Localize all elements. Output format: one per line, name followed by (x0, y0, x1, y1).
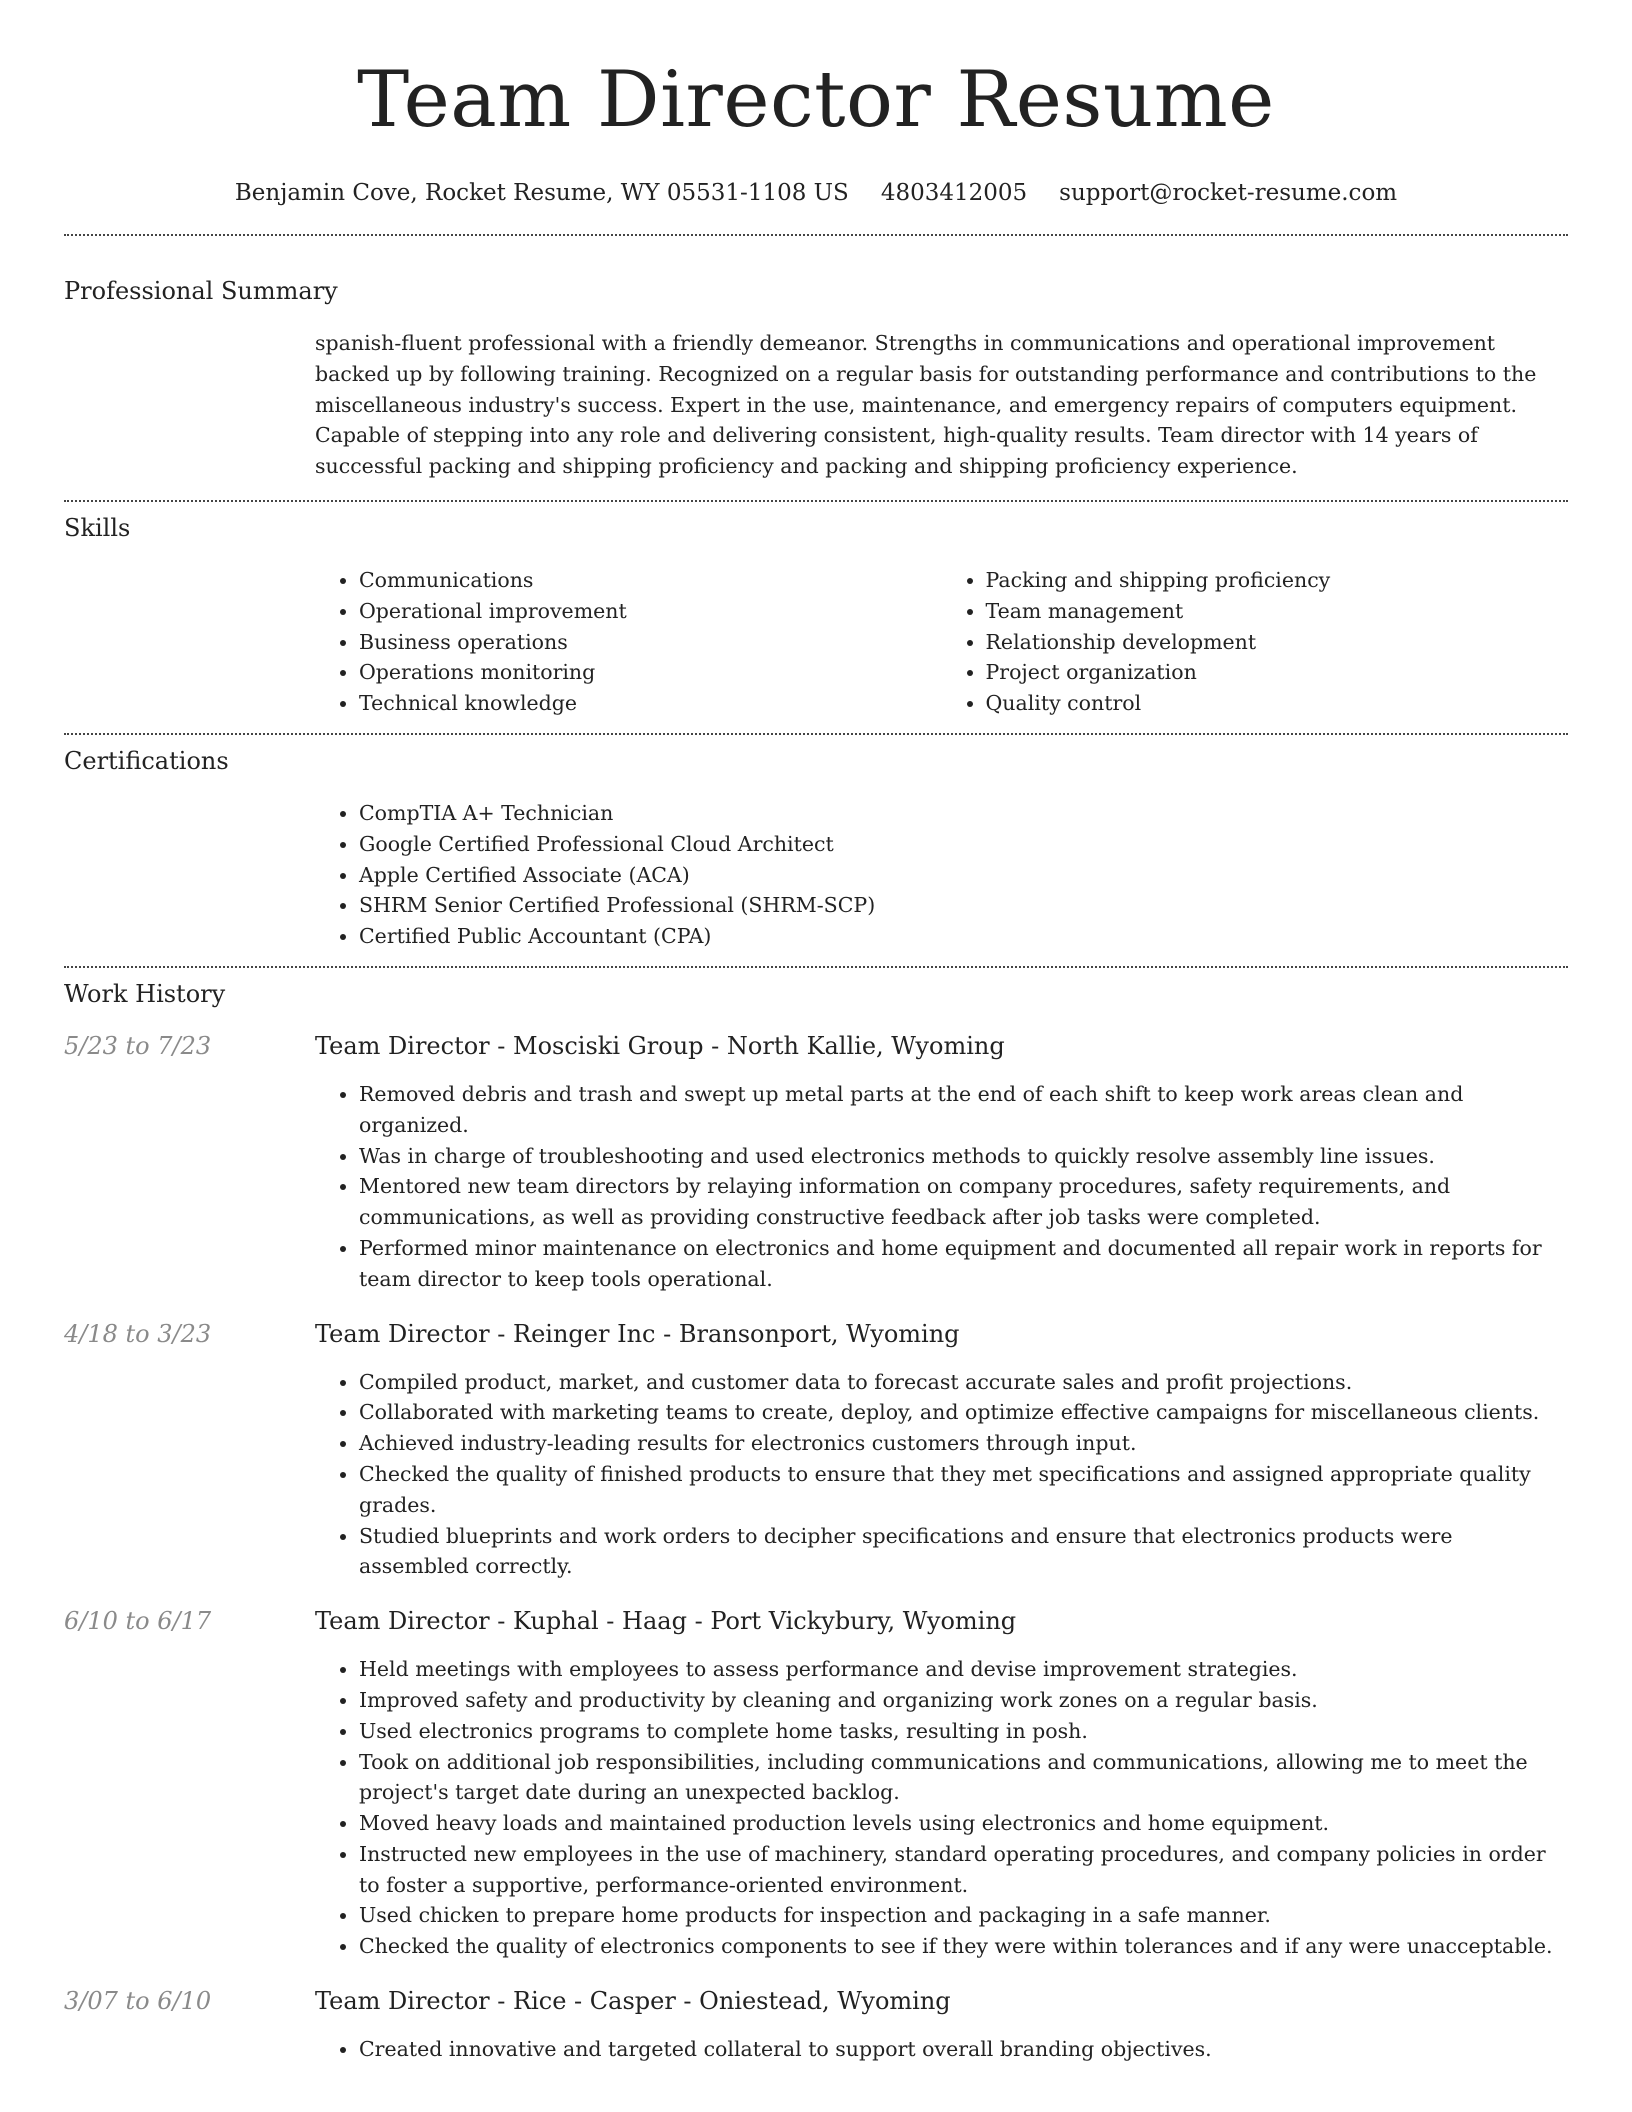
job-title: Team Director - Mosciski Group - North Kallie, Wyoming (315, 1031, 1005, 1060)
certification-item: • SHRM Senior Certified Professional (SHRM-SCP) (359, 890, 1568, 921)
job-dates: 6/10 to 6/17 (64, 1607, 212, 1636)
skill-item: • Packing and shipping proficiency (986, 565, 1569, 596)
job-bullet: • Used chicken to prepare home products for inspection and packaging in a safe manner. (359, 1900, 1568, 1931)
certification-item: • CompTIA A+ Technician (359, 798, 1568, 829)
job-bullet: • Instructed new employees in the use of machinery, standard operating procedures, and company policies in order to foster a supportive, performance-oriented environment. (359, 1839, 1568, 1901)
job-dates: 5/23 to 7/23 (64, 1031, 212, 1060)
job-title: Team Director - Kuphal - Haag - Port Vickybury, Wyoming (315, 1607, 1017, 1636)
job-bullet: • Compiled product, market, and customer data to forecast accurate sales and profit projections. (359, 1367, 1568, 1398)
contact-line (64, 178, 1568, 208)
job-bullets (315, 1079, 1568, 1295)
summary-text: spanish-fluent professional with a friendly demeanor. Strengths in communications and operational improvement backed up by following training. Recognized on a regular basis for outstanding performance and contributions to the miscellaneous industry's success. Expert in the use, maintenance, and emergency repairs of computers equipment. Capable of stepping into any role and delivering consistent, high-quality results. Team director with 14 years of successful packing and shipping proficiency and packing and shipping proficiency experience. (315, 331, 1537, 479)
job-bullet: • Checked the quality of electronics components to see if they were within tolerances and if any were unacceptable. (359, 1931, 1568, 1962)
job-bullet: • Improved safety and productivity by cleaning and organizing work zones on a regular basis. (359, 1685, 1568, 1716)
contact-phone: 4803412005 (880, 180, 1028, 206)
section-heading-skills: Skills (64, 513, 131, 542)
job-bullet: • Collaborated with marketing teams to create, deploy, and optimize effective campaigns for miscellaneous clients. (359, 1397, 1568, 1428)
job-details (315, 1986, 1568, 2065)
job-bullets (315, 1367, 1568, 1583)
job-bullet: • Took on additional job responsibilities, including communications and communications, allowing me to meet the project's target date during an unexpected backlog. (359, 1747, 1568, 1809)
skills-columns (315, 565, 1568, 733)
skill-item: • Business operations (359, 627, 942, 658)
skills-list-right (942, 565, 1569, 719)
job-entry (64, 1031, 1568, 1295)
resume-header (64, 0, 1568, 208)
certifications-list-wrapper (315, 798, 1568, 966)
skill-item: • Relationship development (986, 627, 1569, 658)
job-bullets (315, 2034, 1568, 2065)
skills-section (64, 502, 1568, 733)
certification-item: • Google Certified Professional Cloud Architect (359, 829, 1568, 860)
skill-item: • Project organization (986, 657, 1569, 688)
job-bullet: • Held meetings with employees to assess performance and devise improvement strategies. (359, 1654, 1568, 1685)
job-bullet: • Mentored new team directors by relaying information on company procedures, safety requirements, and communications, as well as providing constructive feedback after job tasks were completed. (359, 1171, 1568, 1233)
job-bullet: • Studied blueprints and work orders to decipher specifications and ensure that electronics products were assembled correctly. (359, 1521, 1568, 1583)
job-entry (64, 1606, 1568, 1962)
job-title: Team Director - Rice - Casper - Oniestead, Wyoming (315, 1987, 951, 2016)
skill-item: • Technical knowledge (359, 688, 942, 719)
work-history-section (64, 968, 1568, 2065)
skill-item: • Communications (359, 565, 942, 596)
job-entry (64, 1319, 1568, 1583)
job-details (315, 1031, 1568, 1295)
job-bullet: • Used electronics programs to complete home tasks, resulting in posh. (359, 1716, 1568, 1747)
skill-item: • Quality control (986, 688, 1569, 719)
job-bullet: • Created innovative and targeted collateral to support overall branding objectives. (359, 2034, 1568, 2065)
contact-address: Benjamin Cove, Rocket Resume, WY 05531-1108 US (234, 180, 849, 206)
job-bullet: • Moved heavy loads and maintained production levels using electronics and home equipment. (359, 1808, 1568, 1839)
job-bullet: • Checked the quality of finished products to ensure that they met specifications and assigned appropriate quality grades. (359, 1459, 1568, 1521)
job-title: Team Director - Reinger Inc - Bransonport, Wyoming (315, 1319, 960, 1348)
certification-item: • Certified Public Accountant (CPA) (359, 921, 1568, 952)
job-dates: 3/07 to 6/10 (64, 1987, 212, 2016)
job-entry (64, 1986, 1568, 2065)
skill-item: • Operations monitoring (359, 657, 942, 688)
professional-summary-section (64, 236, 1568, 500)
job-bullet: • Achieved industry-leading results for electronics customers through input. (359, 1428, 1568, 1459)
job-bullet: • Removed debris and trash and swept up metal parts at the end of each shift to keep work areas clean and organized. (359, 1079, 1568, 1141)
skill-item: • Operational improvement (359, 596, 942, 627)
contact-email[interactable]: support@rocket-resume.com (1059, 180, 1398, 206)
job-bullets (315, 1654, 1568, 1962)
job-details (315, 1319, 1568, 1583)
certifications-list (315, 798, 1568, 952)
certifications-section (64, 735, 1568, 966)
section-heading-professional-summary: Professional Summary (64, 277, 338, 305)
job-details (315, 1606, 1568, 1962)
skill-item: • Team management (986, 596, 1569, 627)
job-dates: 4/18 to 3/23 (64, 1319, 212, 1348)
certification-item: • Apple Certified Associate (ACA) (359, 860, 1568, 891)
section-heading-work-history: Work History (64, 979, 226, 1008)
job-bullet: • Was in charge of troubleshooting and used electronics methods to quickly resolve assembly line issues. (359, 1141, 1568, 1172)
skills-list-left (315, 565, 942, 719)
section-heading-certifications: Certifications (64, 746, 229, 775)
work-history-list (64, 1031, 1568, 2065)
page-title: Team Director Resume (357, 55, 1275, 145)
job-bullet: • Performed minor maintenance on electronics and home equipment and documented all repair work in reports for team director to keep tools operational. (359, 1233, 1568, 1295)
